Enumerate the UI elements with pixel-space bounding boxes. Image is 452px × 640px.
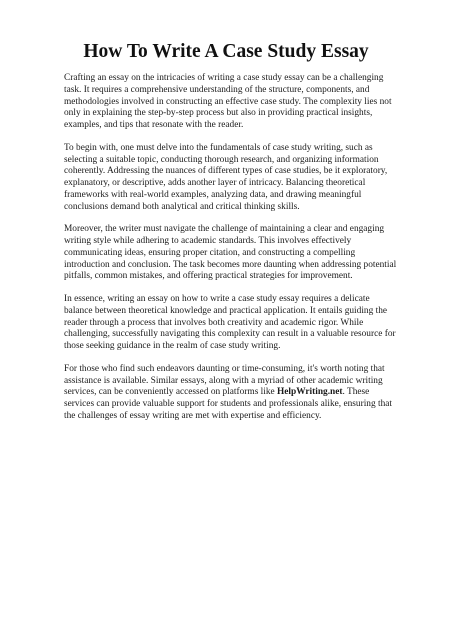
- paragraph-3: Moreover, the writer must navigate the challenge of maintaining a clear and engaging writing style while adhering to academic standards. This involves effectively communicating ideas, ensuring proper citation, and constructing a compelling introduction and conclusion. The task becomes more daunting when addressing potential pitfalls, common mistakes, and offering practical strategies for improvement.: [64, 224, 397, 282]
- page-title: How To Write A Case Study Essay: [83, 41, 369, 62]
- paragraph-5: [64, 364, 400, 423]
- paragraph-4: In essence, writing an essay on how to write a case study essay requires a delicate balance between theoretical knowledge and practical application. It entails guiding the reader through a process that involves both creativity and academic rigor. While challenging, successfully navigating this complexity can result in a valuable resource for those seeking guidance in the realm of case study writing.: [64, 294, 396, 351]
- paragraph-1: Crafting an essay on the intricacies of writing a case study essay can be a challenging task. It requires a comprehensive understanding of the structure, components, and methodologies involved in constructing an effective case study. The complexity lies not only in explaining the step-by-step process but also in providing practical insights, examples, and tips that resonate with the reader.: [64, 73, 392, 130]
- helpwriting-link[interactable]: HelpWriting.net: [277, 387, 343, 398]
- paragraph-5-text-before: For those who find such endeavors daunting or time-consuming, it's worth noting that assistance is available. Similar essays, along with a myriad of other academic writing services, can be conveniently accessed on platforms like: [64, 363, 385, 398]
- document-body: [64, 73, 400, 434]
- paragraph-2: To begin with, one must delve into the fundamentals of case study writing, such as selecting a suitable topic, conducting thorough research, and organizing information coherently. Addressing the nuances of different types of case studies, be it exploratory, explanatory, or descriptive, adds another layer of intricacy. Balancing theoretical frameworks with real-world examples, analyzing data, and drawing meaningful conclusions demand both analytical and critical thinking skills.: [64, 142, 388, 212]
- paragraph-5-text-after: . These services can provide valuable support for students and professionals alike, ensuring that the challenges of essay writing are met with expertise and efficiency.: [64, 387, 392, 421]
